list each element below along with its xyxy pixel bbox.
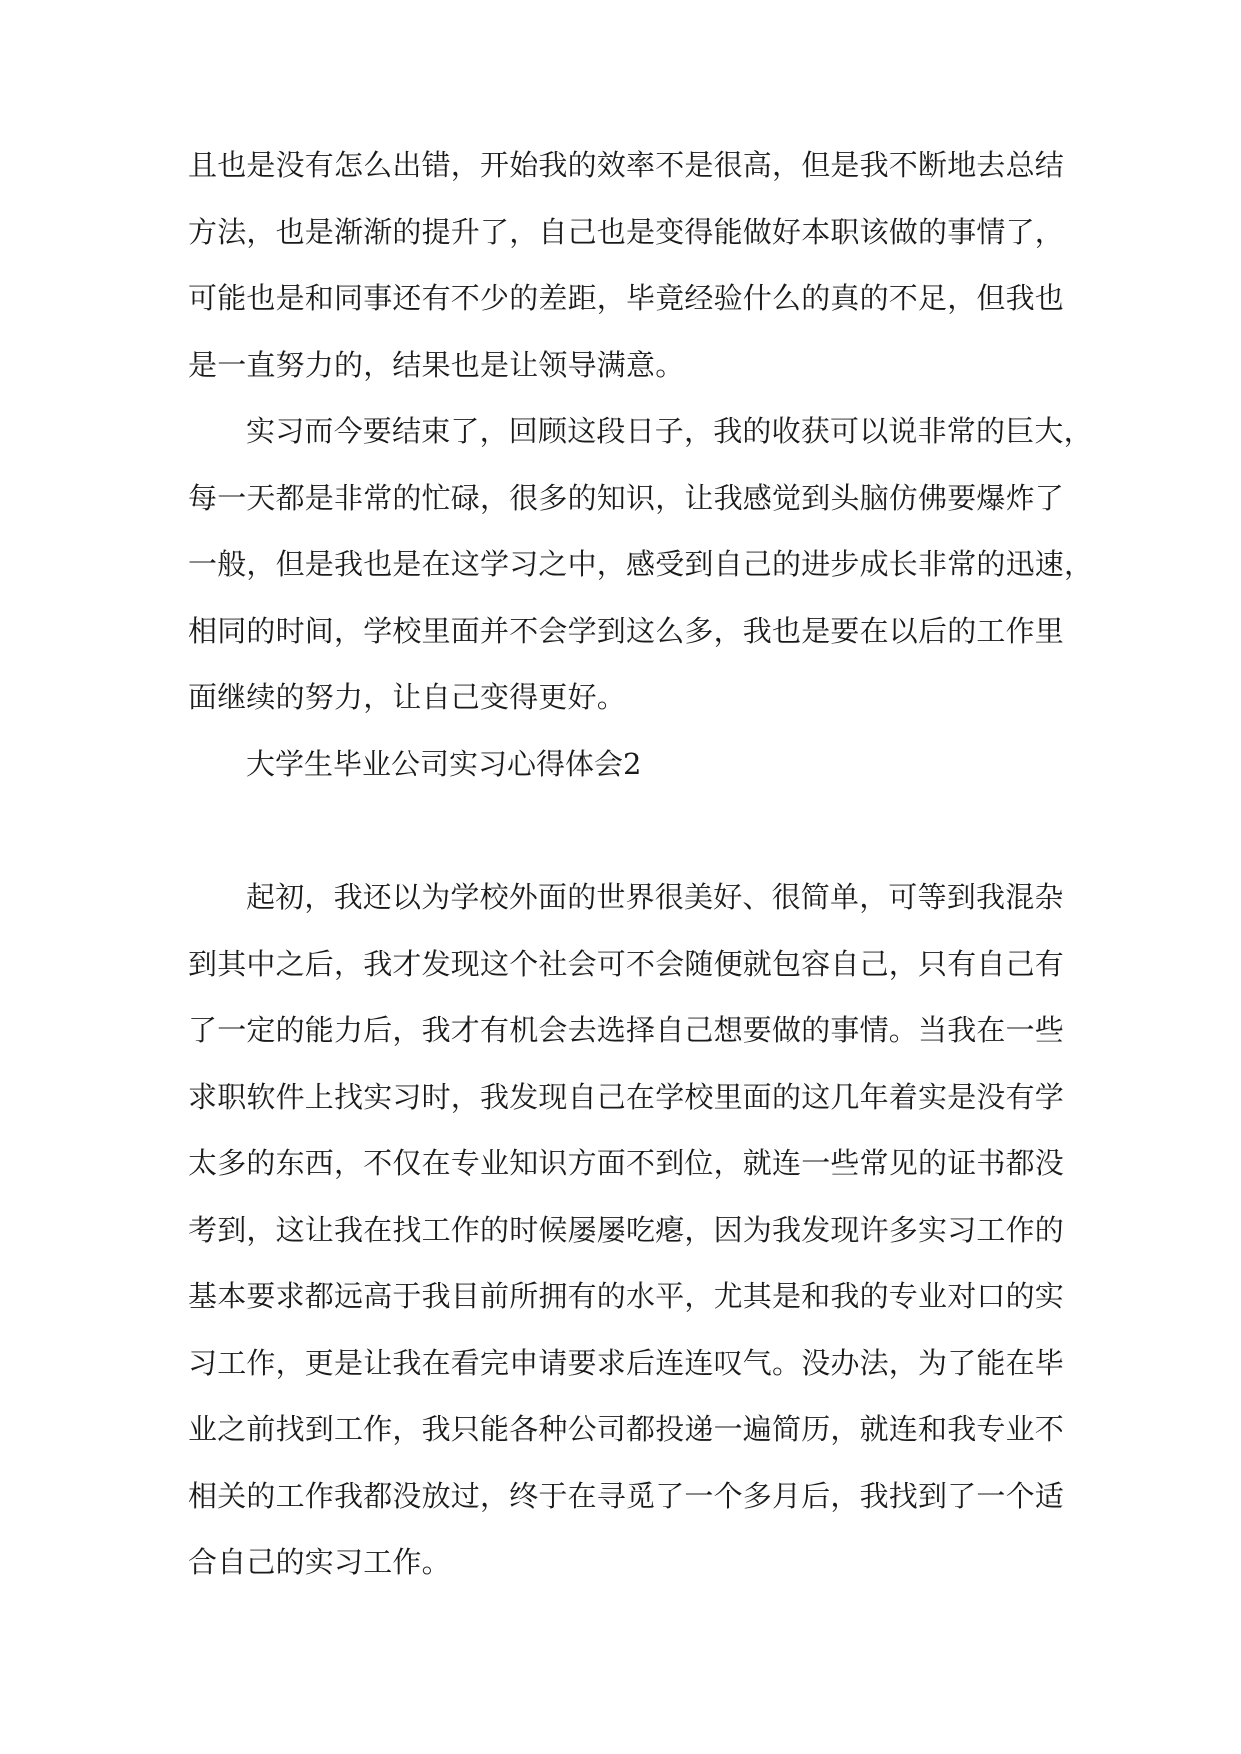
paragraph-1 xyxy=(188,132,1068,398)
paragraph-line: 考到，这让我在找工作的时候屡屡吃瘪，因为我发现许多实习工作的 xyxy=(188,1212,1065,1247)
paragraph-line: 太多的东西，不仅在专业知识方面不到位，就连一些常见的证书都没 xyxy=(188,1146,1065,1180)
paragraph-line: 求职软件上找实习时，我发现自己在学校里面的这几年着实是没有学 xyxy=(188,1079,1065,1114)
paragraph-3 xyxy=(188,864,1068,1596)
paragraph-line: 面继续的努力，让自己变得更好。 xyxy=(188,680,627,714)
paragraph-line: 一般，但是我也是在这学习之中，感受到自己的进步成长非常的迅速， xyxy=(188,547,1094,581)
paragraph-line: 是一直努力的，结果也是让领导满意。 xyxy=(188,347,685,382)
paragraph-line: 到其中之后，我才发现这个社会可不会随便就包容自己，只有自己有 xyxy=(188,946,1065,981)
paragraph-line: 习工作，更是让我在看完申请要求后连连叹气。没办法，为了能在毕 xyxy=(188,1345,1065,1380)
paragraph-line: 基本要求都远高于我目前所拥有的水平，尤其是和我的专业对口的实 xyxy=(188,1279,1065,1313)
paragraph-line: 合自己的实习工作。 xyxy=(188,1545,451,1579)
paragraph-line: 每一天都是非常的忙碌，很多的知识，让我感觉到头脑仿佛要爆炸了 xyxy=(188,480,1065,515)
paragraph-line: 且也是没有怎么出错，开始我的效率不是很高，但是我不断地去总结 xyxy=(188,148,1065,182)
paragraph-line: 可能也是和同事还有不少的差距，毕竟经验什么的真的不足，但我也 xyxy=(188,281,1065,315)
paragraph-line: 起初，我还以为学校外面的世界很美好、很简单，可等到我混杂 xyxy=(246,880,1064,914)
paragraph-line: 相关的工作我都没放过，终于在寻觅了一个多月后，我找到了一个适 xyxy=(188,1478,1065,1513)
paragraph-line: 方法，也是渐渐的提升了，自己也是变得能做好本职该做的事情了， xyxy=(188,214,1065,249)
paragraph-2 xyxy=(188,398,1094,731)
section-heading: 大学生毕业公司实习心得体会2 xyxy=(246,747,642,781)
paragraph-line: 业之前找到工作，我只能各种公司都投递一遍简历，就连和我专业不 xyxy=(188,1412,1065,1446)
paragraph-line: 相同的时间，学校里面并不会学到这么多，我也是要在以后的工作里 xyxy=(188,613,1065,648)
paragraph-line: 了一定的能力后，我才有机会去选择自己想要做的事情。当我在一些 xyxy=(188,1013,1065,1047)
paragraph-line: 实习而今要结束了，回顾这段日子，我的收获可以说非常的巨大， xyxy=(246,414,1093,448)
